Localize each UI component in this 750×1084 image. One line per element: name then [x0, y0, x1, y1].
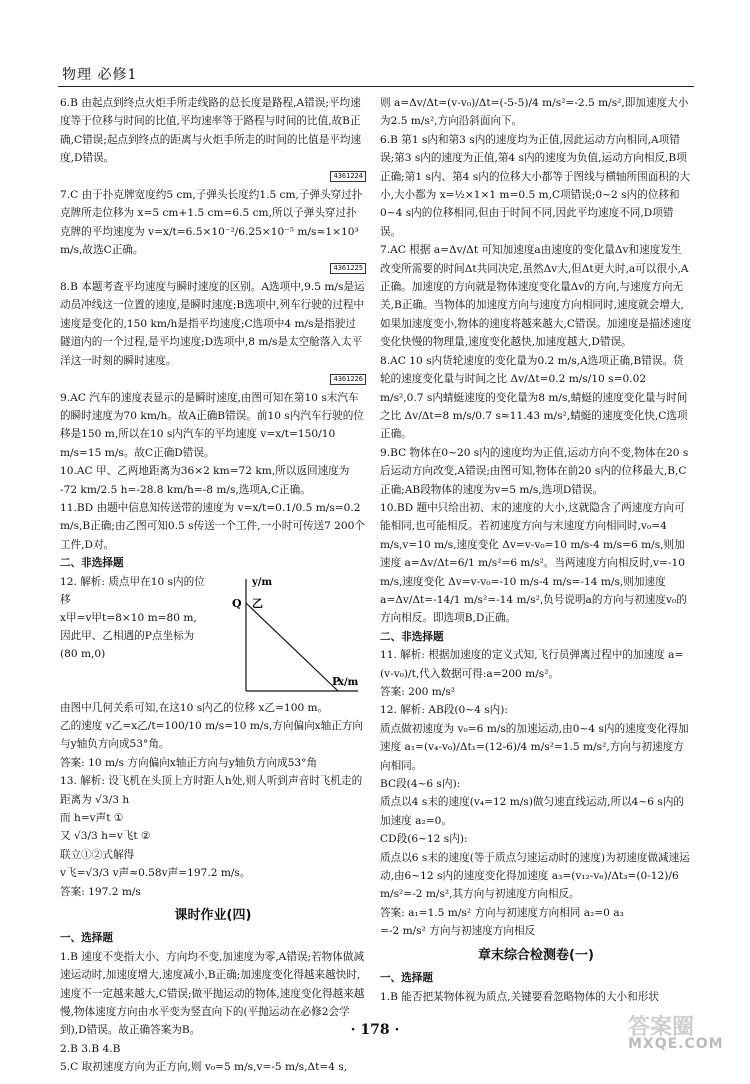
- x-axis-label: x/m: [338, 676, 359, 688]
- answer-9: 9.BC 物体在0~20 s内的速度均为正值,运动方向不变,物体在20 s后运动方向改变,A错误;由图可知,物体在前20 s内的位移最大,B,C正确;AB段物体的速度为v=5 m/s,选项D错误。: [380, 446, 689, 496]
- review-answer-1: 1.B 能否把某物体视为质点,关键要看忽略物体的大小和形状: [380, 990, 659, 1003]
- answer-5-cont: 则 a=Δv/Δt=(v-v₀)/Δt=(-5-5)/4 m/s²=-2.5 m/s²,即加速度大小为2.5 m/s²,方向沿斜面向下。: [380, 97, 689, 128]
- q13-answer: 答案: 197.2 m/s: [60, 885, 141, 898]
- chapter-title: 章末综合检测卷(一): [478, 947, 594, 963]
- q12-line4: 乙的速度 v乙=x乙/t=100/10 m/s=10 m/s,方向偏向x轴正方向与y轴负方向成53°角。: [60, 719, 364, 751]
- chapter-title: 课时作业(四): [174, 908, 252, 924]
- answer-7: 7.C 由于扑克牌宽度约5 cm,子弹头长度约1.5 cm,子弹头穿过扑克牌所走位移为 x=5 cm+1.5 cm=6.5 cm,所以子弹头穿过扑克牌的平均速度为 v=x/t=6.5×10⁻²/6.25×10⁻⁵ m/s≈1×10³ m/s,故选C正确。: [60, 189, 363, 257]
- q12-line1: x甲=v甲t=8×10 m=80 m,: [60, 611, 197, 624]
- hw-answer-2-4: 2.B 3.B 4.B: [60, 1042, 121, 1055]
- answer-9: 9.AC 汽车的速度表显示的是瞬时速度,由图可知在第10 s末汽车的瞬时速度为70 km/h。故A正确B错误。前10 s内汽车行驶的位移是150 m,所以在10 s内汽车的平均速度 v=x/t=150/10 m/s=15 m/s。故C正确D错误。: [60, 391, 364, 459]
- answer-12-line5: CD段(6~12 s内):: [380, 833, 468, 846]
- q-label: Q: [232, 596, 242, 610]
- page-number: · 178 ·: [350, 1022, 400, 1038]
- yi-label: 乙: [252, 596, 263, 610]
- section-heading: 二、非选择题: [60, 557, 124, 570]
- code-tag: 4361226: [330, 374, 366, 385]
- answer-11-result: 答案: 200 m/s²: [380, 686, 456, 698]
- q12-line2: 因此甲、乙相遇的P点坐标为(80 m,0): [60, 629, 195, 660]
- answer-11: 11.BD 由题中信息知传送带的速度为 v=x/t=0.1/0.5 m/s=0.2 m/s,B正确;由乙图可知0.5 s传送一个工件,一小时可传送7 200个工件,D对。: [60, 501, 365, 551]
- hw-answer-1: 1.B 速度不变指大小、方向均不变,加速度为零,A错误;若物体做减速运动时,加速度增大,速度减小,B正确;加速度变化得越来越快时,速度不一定越来越大,C错误;做平抛运动的物体,速度变化得越来越慢,物体速度方向由水平变为竖直向下的(平抛运动在必修2会学到),D错误。故正确答案为B。: [60, 950, 365, 1037]
- q13-line4: 联立①②式解得: [60, 848, 135, 861]
- y-axis-label: y/m: [252, 576, 273, 588]
- coordinate-diagram: [226, 573, 366, 699]
- q13-line1: 13. 解析: 设飞机在头顶上方时距人h处,则人听到声音时飞机走的距离为 √3/3 h: [60, 775, 363, 806]
- watermark-logo: 答案圈: [628, 1015, 695, 1040]
- left-column: [60, 94, 366, 1077]
- hw-answer-5: 5.C 取初速度方向为正方向,则 v₀=5 m/s,v=-5 m/s,Δt=4 s,: [60, 1061, 348, 1074]
- answer-12-line1: 12. 解析: AB段(0~4 s内):: [380, 704, 508, 717]
- answer-12-line6: 质点以6 s末的速度(等于质点匀速运动时的速度)为初速度做减速运动,由6~12 s内的速度变化得加速度 a₃=(v₁₂-v₆)/Δt₃=(0-12)/6 m/s²=-2 m/s²,其方向与初速度方向相反。: [380, 851, 690, 901]
- answer-8: 8.AC 10 s内货轮速度的变化量为0.2 m/s,A选项正确,B错误。货轮的速度变化量与时间之比 Δv/Δt=0.2 m/s/10 s=0.02 m/s²,0.7 s内蜻蜓速度的变化量为8 m/s,蜻蜓的速度变化量与时间之比 Δv/Δt=8 m/s/0.7 s≈11.43 m/s²,蜻蜓的速度变化快,C选项正确。: [380, 354, 688, 441]
- answer-12-line3: BC段(4~6 s内):: [380, 778, 461, 791]
- section-heading: 一、选择题: [60, 932, 113, 945]
- answer-12-result2: =-2 m/s² 方向与初速度方向相反: [380, 925, 536, 938]
- watermark-url: MXQE.COM: [628, 1036, 724, 1052]
- q13-line2: 而 h=v声t ①: [60, 812, 124, 824]
- answer-6: 6.B 由起点到终点火炬手所走线路的总长度是路程,A错误;平均速度等于位移与时间的比值,平均速率等于路程与时间的比值,故B正确,C错误;起点到终点的距离与火炬手所走的时间的比值是平均速度,D错误。: [60, 97, 362, 165]
- code-tag: 4361225: [330, 263, 366, 274]
- page-header: 物理 必修1: [62, 67, 138, 83]
- q13-line3: 又 √3/3 h=v飞t ②: [60, 830, 151, 843]
- answer-11: 11. 解析: 根据加速度的定义式知,飞行员弹离过程中的加速度 a=(v-v₀)/t,代入数据可得:a=200 m/s²。: [380, 649, 684, 680]
- q12-line3: 由图中几何关系可知,在这10 s内乙的位移 x乙=100 m。: [60, 701, 329, 714]
- answer-8: 8.B 本题考查平均速度与瞬时速度的区别。A选项中,9.5 m/s是运动员冲线这一位置的速度,是瞬时速度;B选项中,列车行驶的过程中速度是变化的,150 km/h是指平均速度;C选项中4 m/s是指驶过隧道内的一个过程,是平均速度;D选项中,8 m/s是太空舱落入太平洋这一时刻的瞬时速度。: [60, 281, 365, 367]
- section-heading: 一、选择题: [380, 972, 433, 985]
- q12-answer: 答案: 10 m/s 方向偏向x轴正方向与y轴负方向成53°角: [60, 756, 318, 769]
- header-rule: [58, 86, 694, 87]
- answer-6: 6.B 第1 s内和第3 s内的速度均为正值,因此运动方向相同,A项错误;第3 s内的速度为正值,第4 s内的速度为负值,运动方向相反,B项正确;第1 s内、第4 s内的位移大小都等于图线与横轴所围面积的大小,大小都为 x=½×1×1 m=0.5 m,C项错误;0~2 s内的位移和0~4 s内的位移相同,但由于时间不同,因此平均速度不同,D项错误。: [380, 133, 691, 238]
- code-tag: 4361224: [330, 171, 366, 182]
- answer-12-line2: 质点做初速度为 v₀=6 m/s的加速运动,由0~4 s内的速度变化得加速度 a₁=(v₄-v₀)/Δt₁=(12-6)/4 m/s²=1.5 m/s²,方向与初速度方向相同。: [380, 722, 689, 772]
- answer-12-line4: 质点以4 s末的速度(v₄=12 m/s)做匀速直线运动,所以4~6 s内的加速度 a₂=0。: [380, 796, 685, 827]
- answer-10: 10.AC 甲、乙两地距离为36×2 km=72 km,所以返回速度为 -72 km/2.5 h=-28.8 km/h=-8 m/s,选项A,C正确。: [60, 465, 350, 496]
- q13-line5: v飞=√3/3 v声≈0.58v声=197.2 m/s。: [60, 867, 251, 880]
- answer-10: 10.BD 题中只给出初、末的速度的大小,这就隐含了两速度方向可能相同,也可能相反。若初速度方向与末速度方向相同时,v₀=4 m/s,v=10 m/s,速度变化 Δv=v-v₀=10 m/s-4 m/s=6 m/s,则加速度 a=Δv/Δt=6/1 m/s²=6 m/s²。当两速度方向相反时,v=-10 m/s,速度变化 Δv=v-v₀=-10 m/s-4 m/s=-14 m/s,则加速度 a=Δv/Δt=-14/1 m/s²=-14 m/s²,负号说明a的方向与初速度v₀的方向相反。即选项B,D正确。: [380, 501, 687, 625]
- answer-7: 7.AC 根据 a=Δv/Δt 可知加速度a由速度的变化量Δv和速度发生改变所需要的时间Δt共同决定,虽然Δv大,但Δt更大时,a可以很小,A正确。加速度的方向就是物体速度变化量Δv的方向,与速度方向无关,B正确。当物体的加速度方向与速度方向相同时,速度就会增大,如果加速度变小,物体的速度将越来越大,C错误。加速度是描述速度变化快慢的物理量,速度变化越快,加速度越大,D错误。: [380, 244, 692, 349]
- q12-block: [60, 573, 366, 699]
- right-column: [380, 94, 692, 1006]
- section-heading: 二、非选择题: [380, 630, 444, 643]
- answer-12-result1: 答案: a₁=1.5 m/s² 方向与初速度方向相同 a₂=0 a₃: [380, 906, 624, 919]
- p-label: P: [332, 674, 341, 688]
- q12-intro: 12. 解析: 质点甲在10 s内的位移: [60, 575, 205, 606]
